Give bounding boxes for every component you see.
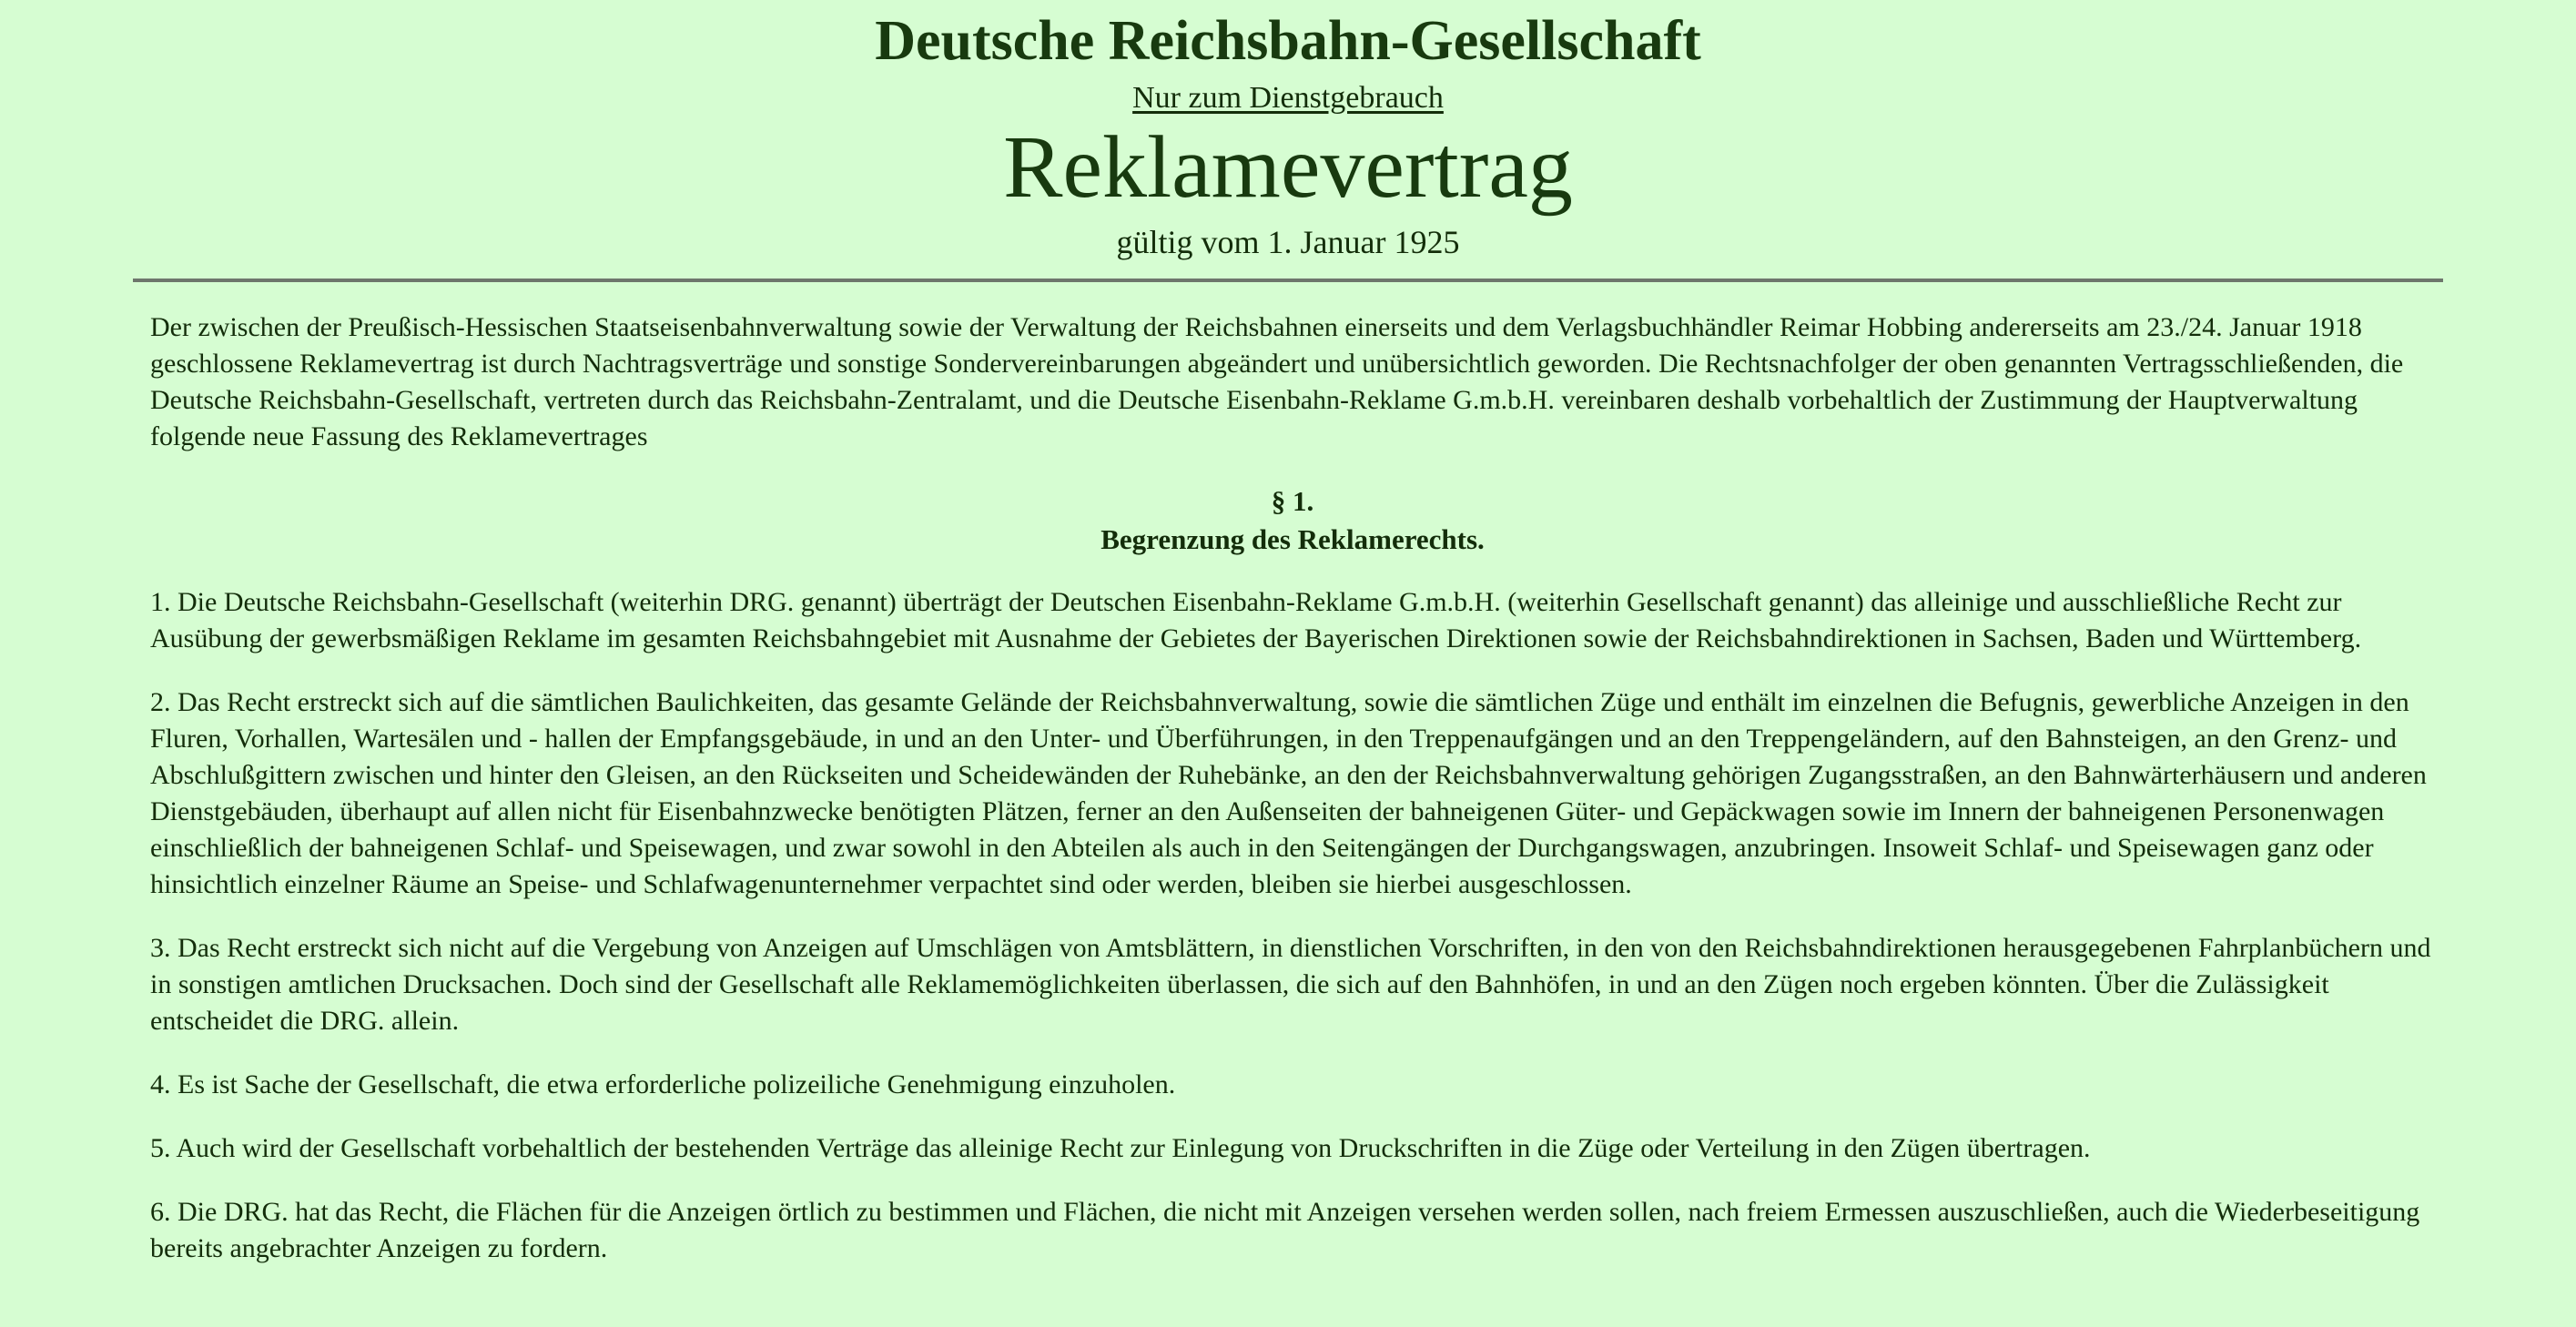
- section-number: § 1.: [1271, 485, 1314, 517]
- section-title: Begrenzung des Reklamerechts.: [1100, 523, 1485, 555]
- section-paragraph-4: 4. Es ist Sache der Gesellschaft, die etwa erforderliche polizeiliche Genehmigung einzuholen.: [150, 1069, 1176, 1099]
- header-divider: [133, 279, 2443, 282]
- section-paragraph-3: 3. Das Recht erstreckt sich nicht auf die Vergebung von Anzeigen auf Umschlägen von Amtsblättern, in dienstlichen Vorschriften, in den von den Reichsbahndirektionen herausgegebenen Fahrplanbüchern und in sonstigen amtlichen Drucksachen. Doch sind der Gesellschaft alle Reklamemöglichkeiten überlassen, die sich auf den Bahnhöfen, in und an den Zügen noch ergeben könnten. Über die Zulässigkeit entscheidet die DRG. allein.: [150, 933, 2431, 1036]
- document-header: [0, 0, 2576, 262]
- restriction-notice: [0, 80, 2576, 116]
- section-paragraph-5: 5. Auch wird der Gesellschaft vorbehaltlich der bestehenden Verträge das alleinige Recht zur Einlegung von Druckschriften in die Züge oder Verteilung in den Zügen übertragen.: [150, 1133, 2091, 1163]
- validity-date: gültig vom 1. Januar 1925: [1116, 224, 1460, 260]
- restriction-text: Nur zum Dienstgebrauch: [1132, 81, 1444, 115]
- document-title: Reklamevertrag: [1003, 118, 1573, 217]
- section-paragraph-1: 1. Die Deutsche Reichsbahn-Gesellschaft (weiterhin DRG. genannt) überträgt der Deutschen Eisenbahn-Reklame G.m.b.H. (weiterhin Gesellschaft genannt) das alleinige und ausschließliche Recht zur Ausübung der gewerbsmäßigen Reklame im gesamten Reichsbahngebiet mit Ausnahme der Gebietes der Bayerischen Direktionen sowie der Reichsbahndirektionen in Sachsen, Baden und Württemberg.: [150, 587, 2362, 653]
- document-body: [150, 309, 2435, 1267]
- organization-title: Deutsche Reichsbahn-Gesellschaft: [875, 10, 1701, 72]
- section-paragraph-6: 6. Die DRG. hat das Recht, die Flächen für die Anzeigen örtlich zu bestimmen und Flächen, die nicht mit Anzeigen versehen werden sollen, nach freiem Ermessen auszuschließen, auch die Wiederbeseitigung bereits angebrachter Anzeigen zu fordern.: [150, 1197, 2420, 1263]
- section-paragraph-2: 2. Das Recht erstreckt sich auf die sämtlichen Baulichkeiten, das gesamte Gelände der Reichsbahnverwaltung, sowie die sämtlichen Züge und enthält im einzelnen die Befugnis, gewerbliche Anzeigen in den Fluren, Vorhallen, Wartesälen und - hallen der Empfangsgebäude, in und an den Unter- und Überführungen, in den Treppenaufgängen und an den Treppengeländern, auf den Bahnsteigen, an den Grenz- und Abschlußgittern zwischen und hinter den Gleisen, an den Rückseiten und Scheidewänden der Ruhebänke, an den der Reichsbahnverwaltung gehörigen Zugangsstraßen, an den Bahnwärterhäusern und anderen Dienstgebäuden, überhaupt auf allen nicht für Eisenbahnzwecke benötigten Plätzen, ferner an den Außenseiten der bahneigenen Güter- und Gepäckwagen sowie im Innern der bahneigenen Personenwagen einschließlich der bahneigenen Schlaf- und Speisewagen, und zwar sowohl in den Abteilen als auch in den Seitengängen der Durchgangswagen, anzubringen. Insoweit Schlaf- und Speisewagen ganz oder hinsichtlich einzelner Räume an Speise- und Schlafwagenunternehmer verpachtet sind oder werden, bleiben sie hierbei ausgeschlossen.: [150, 687, 2427, 899]
- section-heading: [150, 482, 2435, 559]
- preamble-paragraph: Der zwischen der Preußisch-Hessischen Staatseisenbahnverwaltung sowie der Verwaltung der Reichsbahnen einerseits und dem Verlagsbuchhändler Reimar Hobbing andererseits am 23./24. Januar 1918 geschlossene Reklamevertrag ist durch Nachtragsverträge und sonstige Sondervereinbarungen abgeändert und unübersichtlich geworden. Die Rechtsnachfolger der oben genannten Vertragsschließenden, die Deutsche Reichsbahn-Gesellschaft, vertreten durch das Reichsbahn-Zentralamt, und die Deutsche Eisenbahn-Reklame G.m.b.H. vereinbaren deshalb vorbehaltlich der Zustimmung der Hauptverwaltung folgende neue Fassung des Reklamevertrages: [150, 312, 2404, 451]
